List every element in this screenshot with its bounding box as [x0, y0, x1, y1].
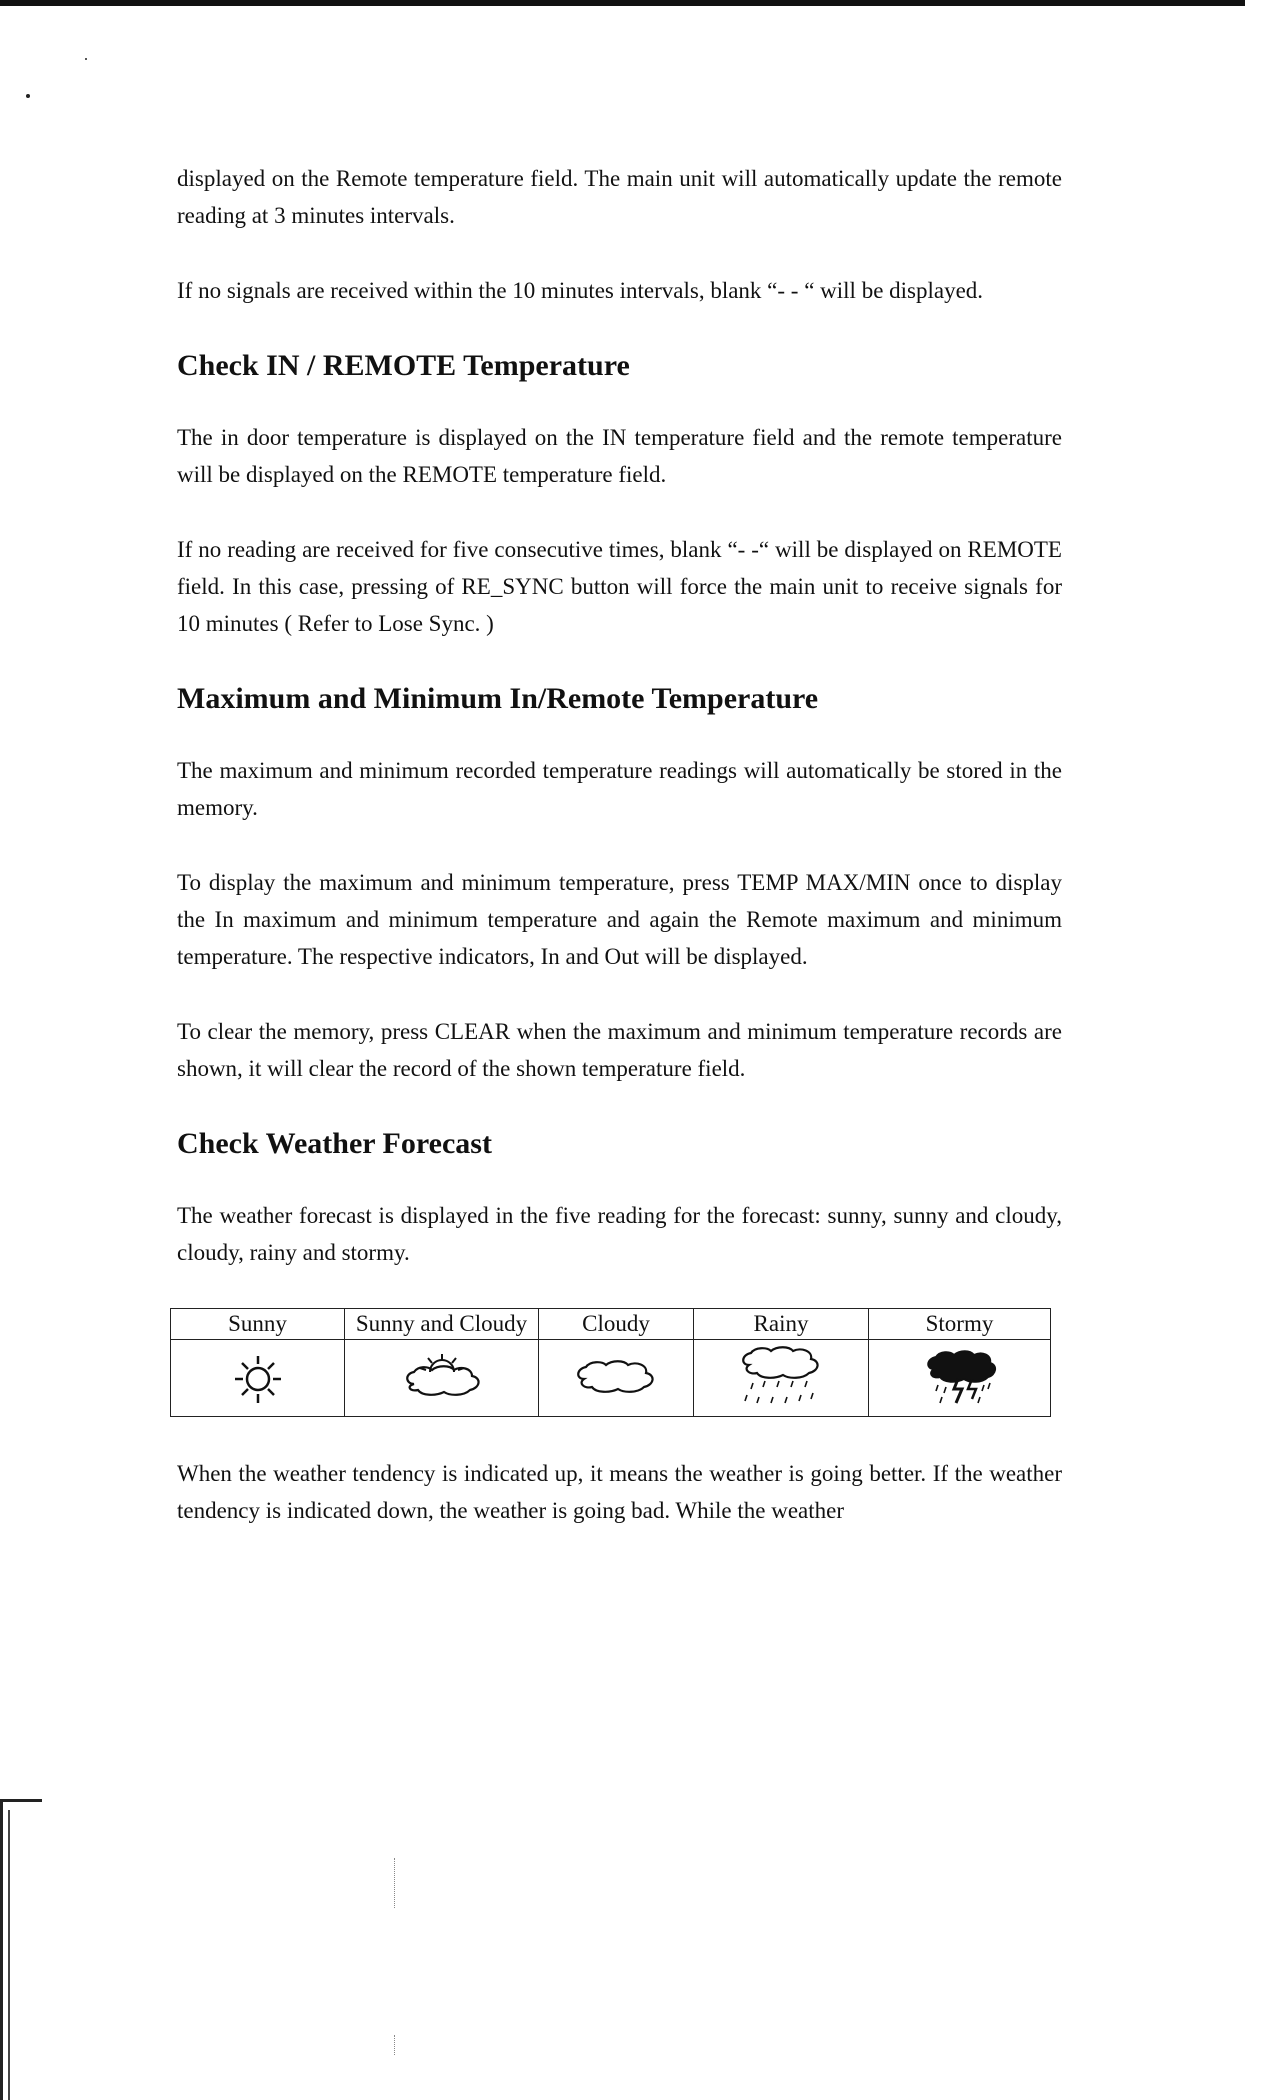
- rainy-icon-cell: [694, 1340, 869, 1417]
- top-scan-border: [0, 0, 1245, 6]
- manual-page-content: [177, 160, 1062, 1529]
- scan-margin-mark: [0, 1799, 42, 1802]
- paragraph-forecast-readings: The weather forecast is displayed in the five reading for the forecast: sunny, sunny and cloudy, cloudy, rainy and stormy.: [177, 1203, 1062, 1265]
- column-header-sunny: Sunny: [171, 1309, 345, 1340]
- column-header-rainy: Rainy: [694, 1309, 869, 1340]
- paragraph-weather-tendency: When the weather tendency is indicated up, it means the weather is going better. If the weather tendency is indicated down, the weather is going bad. While the weather: [177, 1461, 1062, 1523]
- paragraph-remote-update: displayed on the Remote temperature field. The main unit will automatically update the remote reading at 3 minutes intervals.: [177, 166, 1062, 228]
- scan-margin-mark: [8, 1810, 10, 2100]
- heading-check-in-remote-temperature: Check IN / REMOTE Temperature: [177, 349, 630, 382]
- weather-forecast-table: [170, 1308, 1051, 1417]
- cloud-icon: [566, 1353, 666, 1403]
- sunny-and-cloudy-icon-cell: [345, 1340, 539, 1417]
- rain-icon: [731, 1345, 831, 1411]
- heading-max-min-temperature: Maximum and Minimum In/Remote Temperature: [177, 682, 819, 715]
- paragraph-no-signal: If no signals are received within the 10 minutes intervals, blank “- - “ will be displayed.: [177, 278, 984, 303]
- paragraph-memory-storage: The maximum and minimum recorded temperature readings will automatically be stored in the memory.: [177, 758, 1062, 820]
- storm-icon: [910, 1345, 1010, 1411]
- column-header-sunny-and-cloudy: Sunny and Cloudy: [345, 1309, 539, 1340]
- weather-table-header-row: [171, 1309, 1051, 1340]
- cloudy-icon-cell: [539, 1340, 694, 1417]
- scan-dotted-mark: [394, 1858, 396, 1908]
- paragraph-in-remote-display: The in door temperature is displayed on the IN temperature field and the remote temperature will be displayed on the REMOTE temperature field.: [177, 425, 1062, 487]
- column-header-cloudy: Cloudy: [539, 1309, 694, 1340]
- sun-icon: [228, 1348, 288, 1408]
- scan-speck: [85, 58, 87, 60]
- paragraph-clear-memory: To clear the memory, press CLEAR when the maximum and minimum temperature records are shown, it will clear the record of the shown temperature field.: [177, 1019, 1062, 1081]
- heading-weather-forecast: Check Weather Forecast: [177, 1127, 492, 1160]
- column-header-stormy: Stormy: [869, 1309, 1051, 1340]
- scan-speck: [26, 94, 30, 98]
- sun-cloud-icon: [392, 1348, 492, 1408]
- weather-table-icon-row: [171, 1340, 1051, 1417]
- stormy-icon-cell: [869, 1340, 1051, 1417]
- paragraph-re-sync: If no reading are received for five consecutive times, blank “- -“ will be displayed on REMOTE field. In this case, pressing of RE_SYNC button will force the main unit to receive signals for 10 minutes ( Refer to Lose Sync. ): [177, 537, 1062, 636]
- paragraph-display-max-min: To display the maximum and minimum temperature, press TEMP MAX/MIN once to display the In maximum and minimum temperature and again the Remote maximum and minimum temperature. The respective indicators, In and Out will be displayed.: [177, 870, 1062, 969]
- scan-margin-mark: [0, 1799, 3, 2100]
- sunny-icon-cell: [171, 1340, 345, 1417]
- scan-dotted-mark: [394, 2035, 396, 2055]
